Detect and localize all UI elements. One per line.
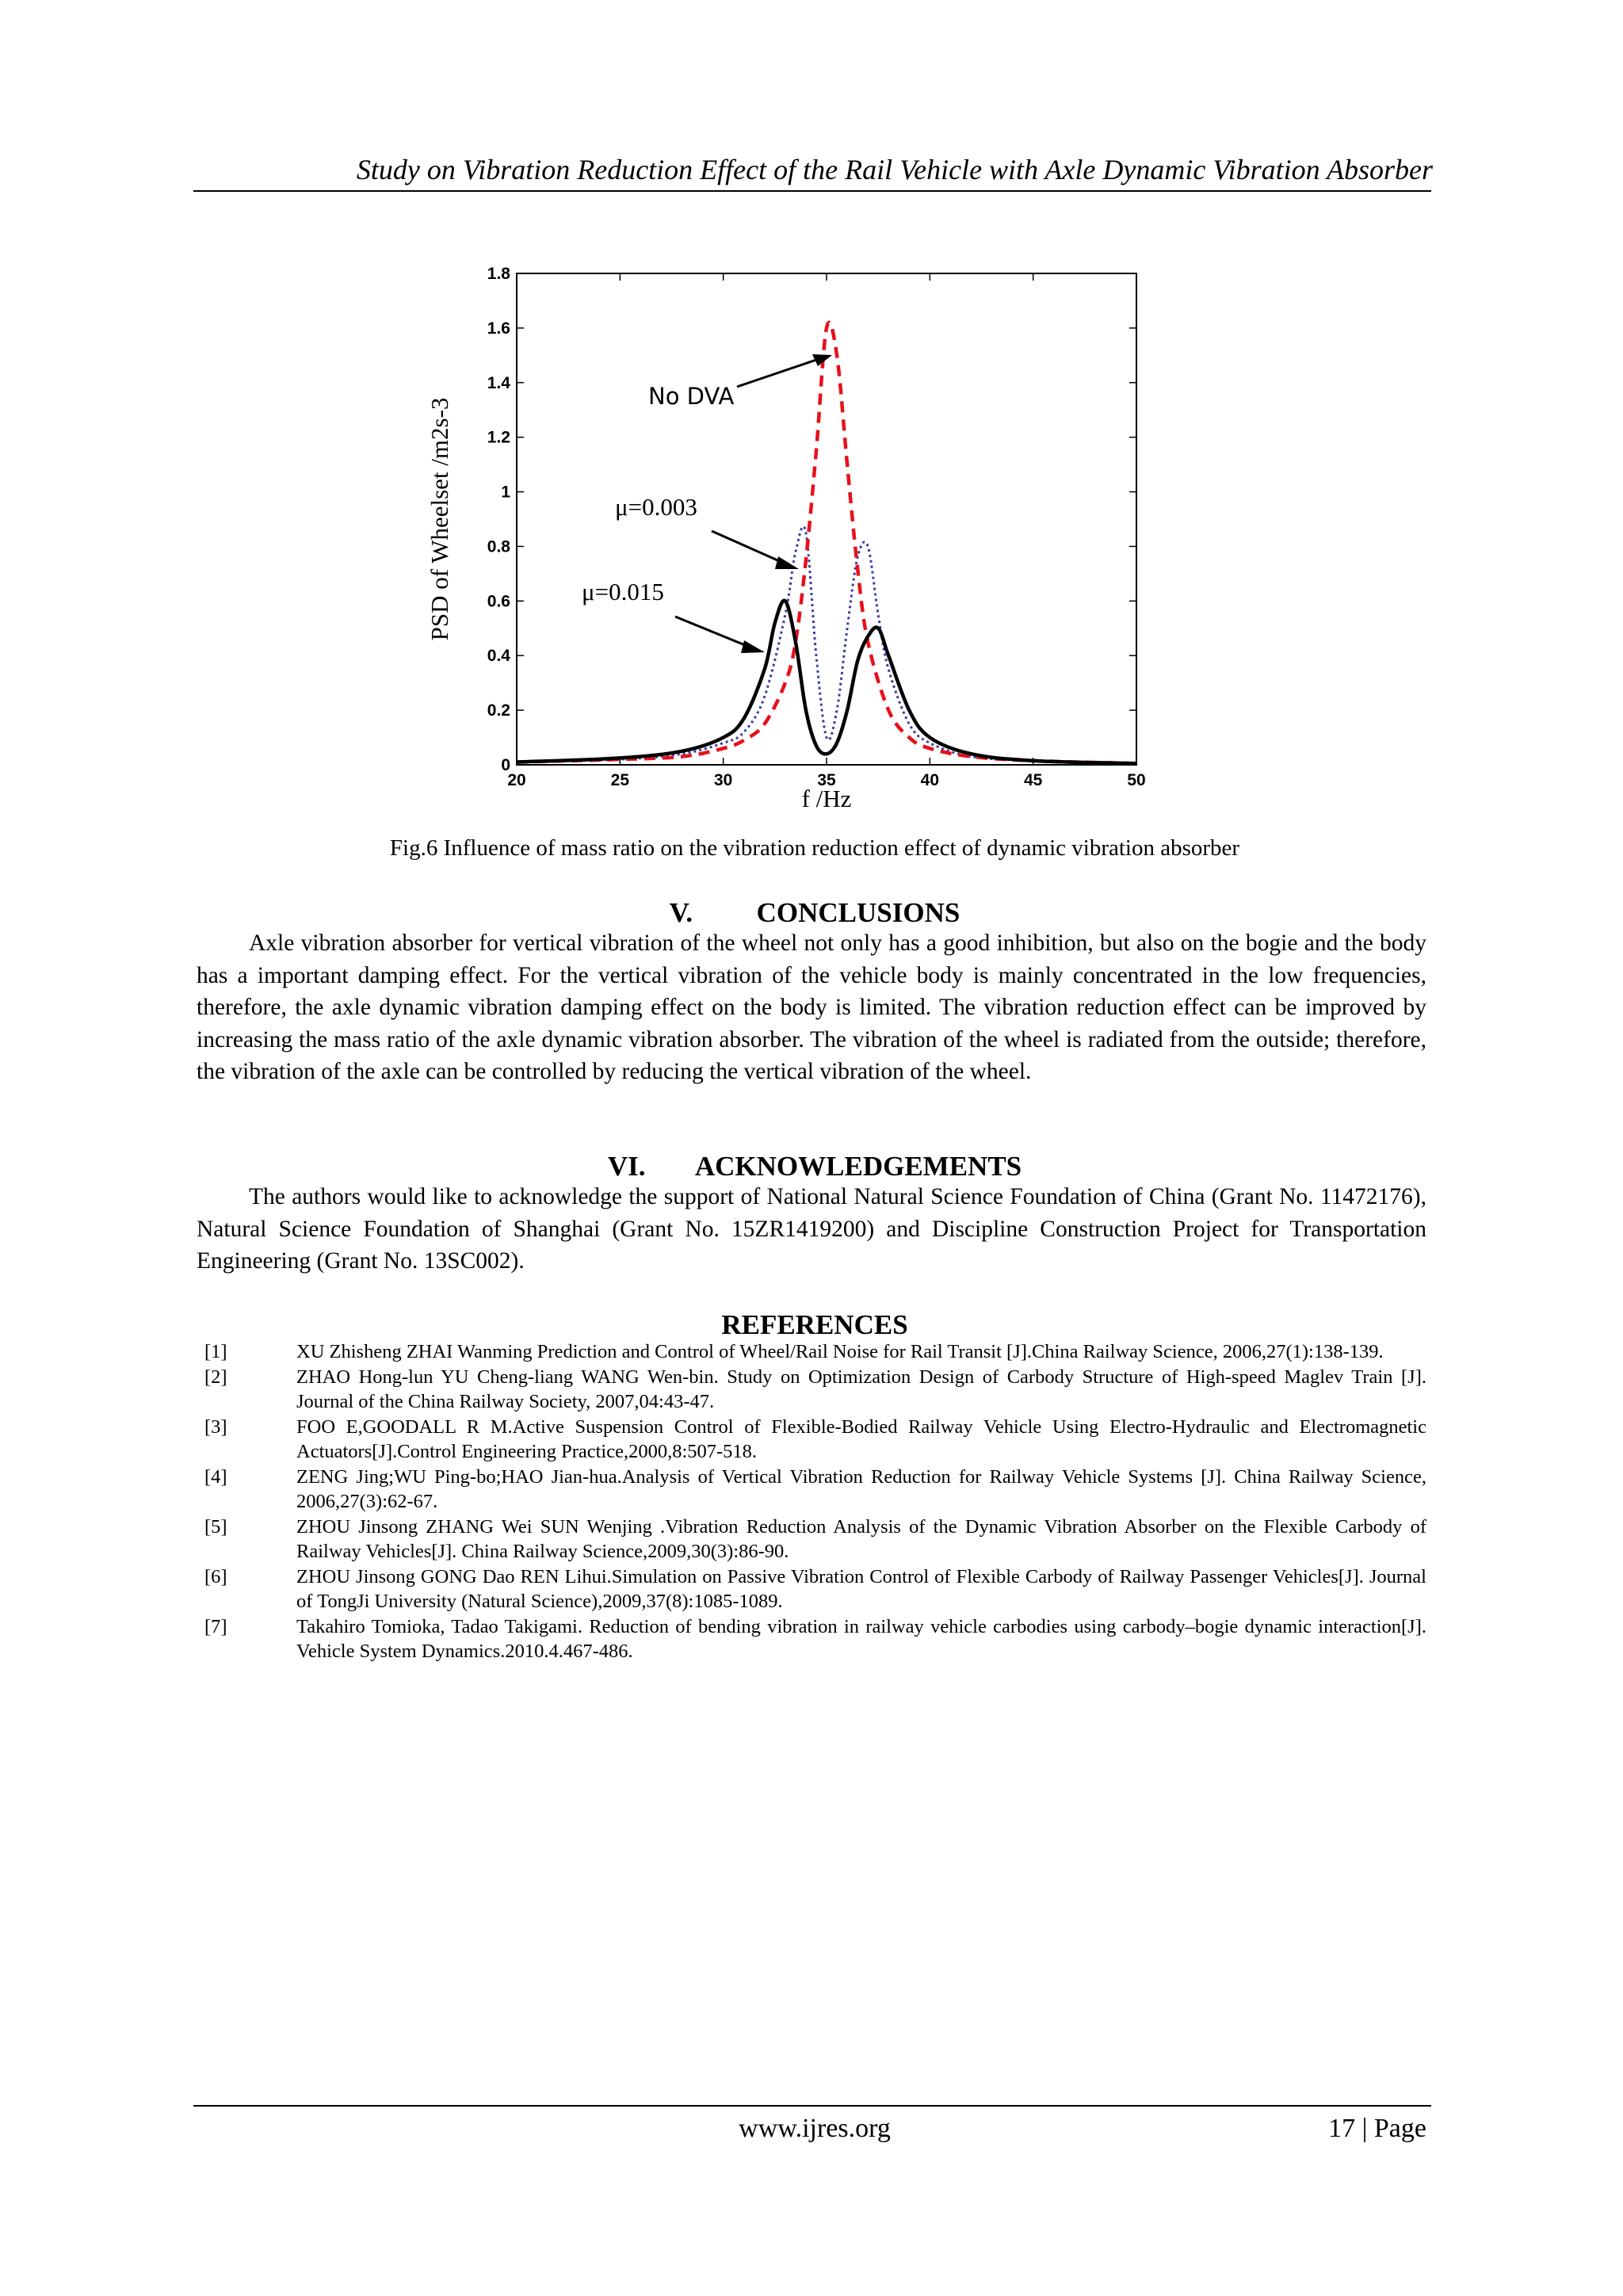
- psd-chart: [412, 254, 1173, 824]
- reference-text: ZENG Jing;WU Ping-bo;HAO Jian-hua.Analysis of Vertical Vibration Reduction for Railway Vehicle Systems [J]. China Railway Science, 2006,27(3):62-67.: [296, 1466, 1426, 1512]
- annotation-mu-0003-arrowhead: [775, 556, 799, 569]
- x-tick-label: 30: [713, 771, 733, 789]
- reference-number: [4]: [204, 1466, 227, 1488]
- reference-item: [204, 1365, 1426, 1414]
- reference-item: [204, 1614, 1426, 1664]
- section-title: ACKNOWLEDGEMENTS: [694, 1151, 1022, 1182]
- reference-item: [204, 1415, 1426, 1464]
- reference-text: ZHOU Jinsong ZHANG Wei SUN Wenjing .Vibration Reduction Analysis of the Dynamic Vibration Absorber on the Flexible Carbody of Railway Vehicles[J]. China Railway Science,2009,30(3):86-90.: [296, 1516, 1426, 1562]
- reference-number: [1]: [204, 1341, 227, 1362]
- y-axis-label: PSD of Wheelset /m2s-3: [426, 397, 453, 641]
- annotation-mu-0015-label: μ=0.015: [582, 578, 664, 606]
- y-tick-label: 0.6: [487, 592, 510, 611]
- reference-item: [204, 1339, 1426, 1364]
- reference-item: [204, 1515, 1426, 1564]
- series-line-no-dva: [517, 323, 1136, 764]
- section-number: VI.: [607, 1151, 646, 1182]
- running-title: Study on Vibration Reduction Effect of the Rail Vehicle with Axle Dynamic Vibration Absorber: [356, 154, 1433, 185]
- x-tick-label: 20: [507, 771, 526, 789]
- plot-frame: [517, 273, 1136, 765]
- section-heading-conclusions: [197, 897, 1433, 929]
- y-tick-label: 1.2: [487, 428, 510, 447]
- figure-6: [412, 254, 1173, 824]
- annotation-mu-0015-arrowhead: [741, 640, 765, 653]
- y-tick-label: 0.2: [487, 701, 510, 720]
- x-tick-label: 35: [817, 771, 836, 789]
- footer-rule: [193, 2105, 1431, 2107]
- journal-url: www.ijres.org: [739, 2114, 891, 2143]
- x-tick-label: 25: [610, 771, 630, 789]
- y-tick-label: 1.6: [487, 319, 510, 338]
- reference-item: [204, 1465, 1426, 1514]
- reference-number: [2]: [204, 1366, 227, 1388]
- series-line--0-015: [517, 601, 1136, 764]
- y-tick-label: 1: [501, 483, 510, 502]
- conclusions-paragraph: Axle vibration absorber for vertical vibration of the wheel not only has a good inhibition, but also on the bogie and the body has a important damping effect. For the vertical vibration of the vehicle body is mainly concentrated in the low frequencies, therefore, the axle dynamic vibration damping effect on the body is limited. The vibration reduction effect can be improved by increasing the mass ratio of the axle dynamic vibration absorber. The vibration of the wheel is radiated from the outside; therefore, the vibration of the axle can be controlled by reducing the vertical vibration of the wheel.: [197, 930, 1426, 1084]
- y-tick-label: 0: [501, 756, 510, 774]
- reference-text: ZHAO Hong-lun YU Cheng-liang WANG Wen-bin. Study on Optimization Design of Carbody Structure of High-speed Maglev Train [J]. Journal of the China Railway Society, 2007,04:43-47.: [296, 1366, 1426, 1412]
- annotation-mu-0015: [582, 578, 765, 653]
- y-tick-label: 1.4: [487, 373, 510, 392]
- page-number: 17 | Page: [1328, 2114, 1426, 2143]
- section-number: V.: [669, 897, 693, 928]
- x-tick-label: 50: [1127, 771, 1146, 789]
- annotation-no-dva-label: No DVA: [648, 383, 735, 410]
- section-title: CONCLUSIONS: [756, 897, 960, 928]
- y-tick-label: 0.4: [487, 647, 510, 666]
- x-axis-label: f /Hz: [801, 785, 852, 812]
- reference-item: [204, 1564, 1426, 1614]
- reference-number: [7]: [204, 1616, 227, 1637]
- section-heading-acknowledgements: [197, 1151, 1433, 1182]
- acknowledgements-paragraph: The authors would like to acknowledge the support of National Natural Science Foundation of China (Grant No. 11472176), Natural Science Foundation of Shanghai (Grant No. 15ZR1419200) and Discipline Construction Project for Transportation Engineering (Grant No. 13SC002).: [197, 1184, 1426, 1274]
- y-tick-label: 0.8: [487, 537, 510, 556]
- x-tick-label: 40: [920, 771, 940, 789]
- reference-list: [204, 1339, 1426, 1664]
- reference-text: ZHOU Jinsong GONG Dao REN Lihui.Simulation on Passive Vibration Control of Flexible Carbody of Railway Passenger Vehicles[J]. Journal of TongJi University (Natural Science),2009,37(8):1085-1089.: [296, 1566, 1426, 1612]
- annotation-mu-0003-arrow: [712, 531, 783, 563]
- x-tick-label: 45: [1023, 771, 1043, 789]
- reference-number: [3]: [204, 1416, 227, 1438]
- annotation-no-dva-arrow: [737, 360, 816, 387]
- annotation-mu-0003-label: μ=0.003: [615, 493, 697, 521]
- reference-number: [6]: [204, 1566, 227, 1587]
- references-heading: REFERENCES: [721, 1309, 908, 1340]
- reference-number: [5]: [204, 1516, 227, 1538]
- annotation-mu-0003: [615, 493, 799, 569]
- reference-text: XU Zhisheng ZHAI Wanming Prediction and Control of Wheel/Rail Noise for Rail Transit [J].China Railway Science, 2006,27(1):138-139.: [296, 1341, 1384, 1362]
- figure-caption: Fig.6 Influence of mass ratio on the vibration reduction effect of dynamic vibration absorber: [389, 835, 1240, 861]
- header-rule: [193, 190, 1431, 192]
- reference-text: Takahiro Tomioka, Tadao Takigami. Reduction of bending vibration in railway vehicle carbodies using carbody–bogie dynamic interaction[J]. Vehicle System Dynamics.2010.4.467-486.: [296, 1616, 1426, 1662]
- reference-text: FOO E,GOODALL R M.Active Suspension Control of Flexible-Bodied Railway Vehicle Using Electro-Hydraulic and Electromagnetic Actuators[J].Control Engineering Practice,2000,8:507-518.: [296, 1416, 1426, 1462]
- annotation-no-dva: [648, 354, 832, 410]
- y-tick-label: 1.8: [487, 265, 510, 283]
- annotation-mu-0015-arrow: [675, 617, 749, 647]
- series-line--0-003: [517, 526, 1136, 763]
